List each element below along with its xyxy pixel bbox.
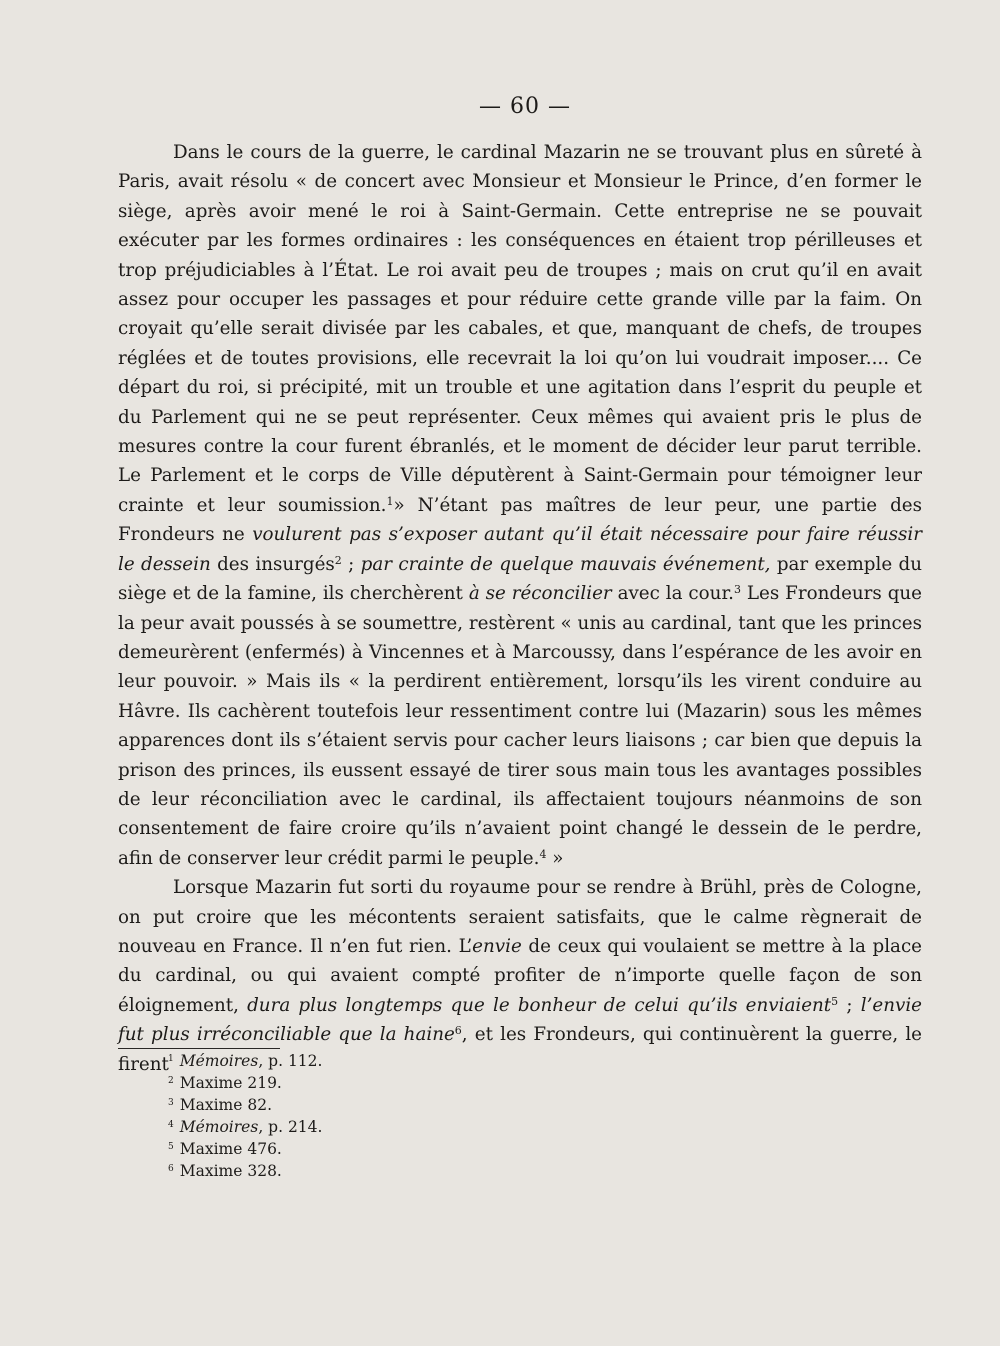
footnote-number: 2 [168,1076,174,1086]
text-run: Dans le cours de la guerre, le cardinal Mazarin ne se trouvant plus en sûreté à Paris, avait résolu « de concert avec Monsieur et Monsieur le Prince, d’en former le siège, après avoir mené le roi à Saint-Germain. Cette entreprise ne se pouvait exécuter par les formes ordinaires : les conséquences en étaient trop périlleuses et trop préjudiciables à l’État. Le roi avait peu de troupes ; mais on crut qu’il en avait assez pour occuper les passages et pour réduire cette grande ville par la faim. On croyait qu’elle serait divisée par les cabales, et que, manquant de chefs, de troupes réglées et de toutes provisions, elle recevrait la loi qu’on lui voudrait imposer.... Ce départ du roi, si précipité, mit un trouble et une agitation dans l’esprit du peuple et du Parlement qui ne se peut représenter. Ceux mêmes qui avaient pris le plus de mesures contre la cour furent ébranlés, et le moment de décider leur parut terrible. Le Parlement et le corps de Ville députèrent à Saint-Germain pour témoigner leur crainte et leur soumission. [118,142,922,516]
text-run: , et les Frondeurs, qui continuèrent la guerre, le firent [118,1024,922,1075]
footnote-number: 6 [168,1164,174,1174]
italic-run: dura plus longtemps que le bonheur de celui qu’ils enviaient [247,994,832,1016]
text-run: par exemple du siège et de la famine, ils cherchèrent [118,553,923,605]
footnote-number: 1 [168,1054,174,1064]
footnote-separator [118,1048,280,1049]
italic-run: voulurent pas s’exposer autant qu’il était nécessaire pour faire réussir le dessein [118,524,922,575]
footnote-3 [168,1094,568,1116]
footnote-ref-3: 3 [734,583,741,597]
text-run: ; [341,553,361,575]
italic-run: à se réconcilier [468,583,612,605]
footnote-text: Maxime 476. [179,1140,282,1158]
footnote-ref-4: 4 [539,847,547,861]
text-run: avec la cour. [611,583,734,605]
paragraph-1 [118,138,922,873]
footnote-1 [168,1050,568,1072]
footnotes [168,1050,568,1182]
text-run: des insurgés [210,553,335,575]
footnote-text: , p. 112. [258,1052,323,1070]
text-run: Lorsque Mazarin fut sorti du royaume pour se rendre à Brühl, près de Cologne, on put croire que les mécontents seraient satisfaits, que le calme règnerait de nouveau en France. Il n’en fut rien. L’ [118,877,922,957]
footnote-4 [168,1116,568,1138]
footnote-number: 5 [168,1142,174,1152]
footnote-5 [168,1138,568,1160]
footnote-ref-1: 1 [386,494,394,508]
page-number: — 60 — [479,94,571,119]
italic-run: l’envie fut plus irréconciliable que la haine [118,994,922,1046]
footnote-text: Maxime 328. [179,1162,282,1180]
footnote-number: 3 [168,1098,174,1108]
text-run: de ceux qui voulaient se mettre à la place du cardinal, ou qui avaient compté profiter de n’importe quelle façon de son éloignement, [118,935,922,1016]
footnote-2 [168,1072,568,1094]
footnote-text: Maxime 82. [179,1096,272,1114]
footnote-text: Maxime 219. [179,1074,282,1092]
text-run: ; [838,994,861,1016]
footnote-ref-6: 6 [454,1024,462,1038]
footnote-number: 4 [168,1120,174,1130]
italic-run: par crainte de quelque mauvais événement, [360,553,771,575]
body-text [118,138,922,1079]
text-run: » [546,847,564,869]
footnote-ref-5: 5 [831,994,839,1008]
footnote-ref-2: 2 [334,553,342,567]
italic-run: envie [472,935,522,957]
text-run: Les Frondeurs que la peur avait poussés à se soumettre, restèrent « unis au cardinal, tant que les princes demeurèrent (enfermés) à Vincennes et à Marcoussy, dans l’espérance de les avoir en leur pouvoir. » Mais ils « la perdirent entièrement, lorsqu’ils les virent conduire au Hâvre. Ils cachèrent toutefois leur ressentiment contre lui (Mazarin) sous les mêmes apparences dont ils s’étaient servis pour cacher leurs liaisons ; car bien que depuis la prison des princes, ils eussent essayé de tirer sous main tous les avantages possibles de leur réconciliation avec le cardinal, ils affectaient toujours néanmoins de son consentement de faire croire qu’ils n’avaient point changé le dessein de le perdre, afin de conserver leur crédit parmi le peuple. [118,583,922,869]
footnote-text: , p. 214. [258,1118,323,1136]
footnote-italic: Mémoires [179,1118,259,1136]
footnote-6 [168,1160,568,1182]
footnote-italic: Mémoires [179,1052,259,1070]
text-run: » N’étant pas maîtres de leur peur, une partie des Frondeurs ne [118,494,923,546]
